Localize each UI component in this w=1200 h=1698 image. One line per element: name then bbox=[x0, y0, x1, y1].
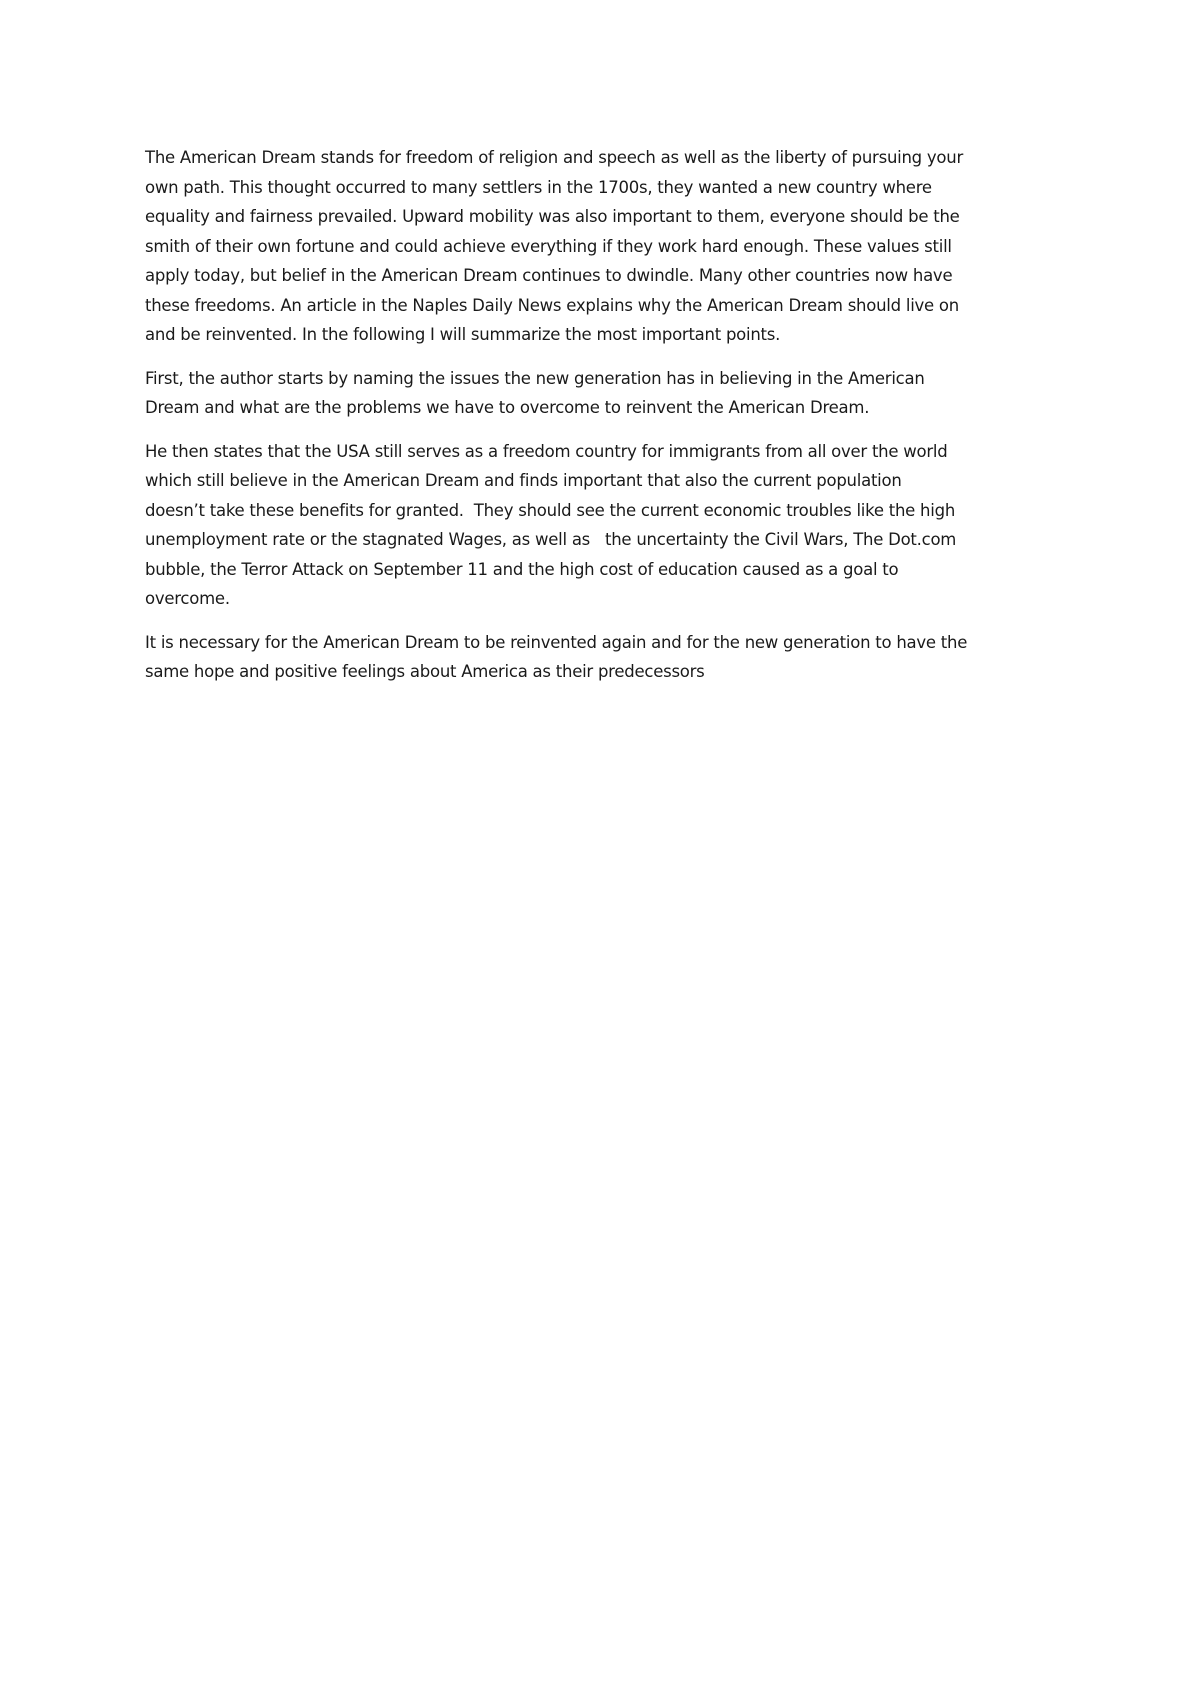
text-line: unemployment rate or the stagnated Wages, as well as the uncertainty the Civil Wars, The Dot.com bbox=[145, 530, 957, 549]
paragraph-2 bbox=[145, 364, 1070, 423]
text-line: doesn’t take these benefits for granted. They should see the current economic troubles like the high bbox=[145, 500, 956, 520]
paragraph-3 bbox=[145, 437, 1070, 614]
text-line: smith of their own fortune and could achieve everything if they work hard enough. These values still bbox=[145, 236, 952, 256]
text-line: overcome. bbox=[145, 589, 230, 608]
paragraph-4 bbox=[145, 628, 1070, 687]
text-line: Dream and what are the problems we have to overcome to reinvent the American Dream. bbox=[145, 398, 870, 417]
text-line: which still believe in the American Dream and finds important that also the current population bbox=[145, 471, 902, 490]
text-line: It is necessary for the American Dream to be reinvented again and for the new generation to have the bbox=[145, 632, 968, 652]
text-line: equality and fairness prevailed. Upward mobility was also important to them, everyone should be the bbox=[145, 207, 960, 226]
text-line: apply today, but belief in the American Dream continues to dwindle. Many other countries now have bbox=[145, 266, 953, 285]
text-line: bubble, the Terror Attack on September 11 and the high cost of education caused as a goal to bbox=[145, 559, 899, 579]
text-line: and be reinvented. In the following I will summarize the most important points. bbox=[145, 325, 781, 344]
text-line: He then states that the USA still serves as a freedom country for immigrants from all over the world bbox=[145, 441, 948, 461]
text-line: these freedoms. An article in the Naples Daily News explains why the American Dream should live on bbox=[145, 295, 959, 315]
document-body bbox=[145, 143, 1070, 701]
text-line: own path. This thought occurred to many settlers in the 1700s, they wanted a new country where bbox=[145, 177, 932, 197]
paragraph-1 bbox=[145, 143, 1070, 350]
text-line: First, the author starts by naming the issues the new generation has in believing in the American bbox=[145, 368, 925, 388]
text-line: The American Dream stands for freedom of religion and speech as well as the liberty of pursuing your bbox=[145, 148, 964, 167]
text-line: same hope and positive feelings about America as their predecessors bbox=[145, 662, 705, 681]
